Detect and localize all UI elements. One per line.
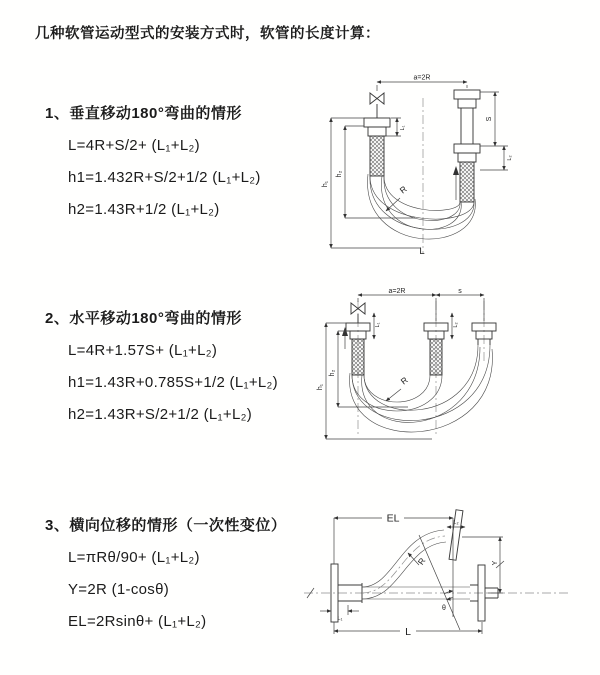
- braid-section: [370, 136, 384, 176]
- formula-h1: h1=1.432R+S/2+1/2 (L₁+L₂): [68, 169, 261, 186]
- radius-label: R: [398, 374, 410, 387]
- dim-el: [334, 513, 453, 565]
- dim-l2-label: L₂: [507, 155, 513, 161]
- braid-section: [352, 339, 364, 375]
- section-horizontal-motion: [45, 310, 278, 424]
- left-pipe: [346, 323, 370, 375]
- dim-L-label: L: [419, 246, 425, 257]
- dim-l2-label: L₂: [453, 520, 459, 526]
- diagram-vertical-180-bend: [315, 72, 585, 257]
- section-3-heading: 3、横向位移的情形（一次性变位）: [45, 517, 287, 534]
- right-pipe-upper-position: [454, 90, 480, 144]
- upper-flange: [449, 510, 463, 560]
- hose-curves: [368, 174, 476, 239]
- movement-arrow-up: [453, 166, 459, 200]
- section-vertical-motion: [45, 105, 261, 219]
- formula-h2: h2=1.43R+S/2+1/2 (L₁+L₂): [68, 406, 253, 423]
- dim-l1: [320, 605, 359, 622]
- dim-y-label: Y: [492, 560, 499, 566]
- dim-s: [480, 92, 508, 146]
- section-2-heading: 2、水平移动180°弯曲的情形: [45, 310, 242, 327]
- valve-icon: [370, 93, 384, 118]
- diagram-lateral-displacement: [300, 505, 598, 640]
- diagram-horizontal-180-bend: [312, 287, 597, 447]
- dim-l2: [480, 146, 513, 170]
- formula-L: L=4R+S/2+ (L₁+L₂): [68, 137, 200, 154]
- dim-l1: [374, 313, 381, 339]
- angle-construction: [419, 518, 460, 630]
- braid-section: [430, 339, 442, 375]
- centerlines: [358, 301, 484, 437]
- dim-s-label: S: [486, 116, 493, 122]
- dim-a2r: [358, 288, 484, 321]
- middle-pipe-position-1: [424, 323, 448, 375]
- dim-h1: [317, 323, 432, 439]
- dim-l1-label: L₁: [400, 125, 406, 131]
- formula-h2: h2=1.43R+1/2 (L₁+L₂): [68, 201, 220, 218]
- section-lateral-displacement: [45, 517, 286, 631]
- dim-l2: [447, 520, 465, 527]
- dim-l1-label: L₁: [337, 616, 343, 622]
- radius-label: R: [415, 555, 428, 567]
- dim-h2: [329, 331, 408, 407]
- radius-label: R: [397, 183, 409, 196]
- formula-EL: EL=2Rsinθ+ (L₁+L₂): [68, 613, 207, 630]
- formula-L: L=4R+1.57S+ (L₁+L₂): [68, 342, 218, 359]
- dim-s: [436, 288, 484, 295]
- dim-l1-label: L₁: [375, 322, 381, 328]
- braid-section: [460, 162, 474, 202]
- hose-curves: [350, 345, 493, 432]
- hose-displaced-position: [362, 510, 463, 599]
- dim-a2r-label: a=2R: [388, 287, 406, 295]
- formula-L: L=πRθ/90+ (L₁+L₂): [68, 549, 200, 566]
- dim-s-label: s: [458, 287, 462, 295]
- dim-h2-label: h₂: [329, 369, 336, 377]
- dim-a2r-label: a=2R: [413, 74, 431, 82]
- dim-el-label: EL: [386, 512, 400, 525]
- section-1-heading: 1、垂直移动180°弯曲的情形: [45, 105, 242, 122]
- page-title: 几种软管运动型式的安装方式时，软管的长度计算：: [35, 26, 380, 42]
- formula-h1: h1=1.43R+0.785S+1/2 (L₁+L₂): [68, 374, 278, 391]
- formula-Y: Y=2R (1-cosθ): [68, 581, 170, 598]
- angle-theta-label: θ: [442, 605, 446, 612]
- dim-l-label: L: [405, 626, 411, 638]
- radius-leader: [386, 184, 409, 211]
- dim-h2-label: h₂: [336, 170, 343, 178]
- movement-arrow-up: [342, 327, 348, 349]
- dim-l2: [452, 313, 459, 339]
- dim-l2-label: L₂: [453, 322, 459, 328]
- dim-h1-label: h₁: [317, 383, 324, 391]
- dim-a2r: [377, 75, 467, 92]
- left-pipe-flange: [364, 118, 390, 176]
- dim-h1-label: h₁: [322, 180, 329, 188]
- radius-leader: [386, 375, 410, 401]
